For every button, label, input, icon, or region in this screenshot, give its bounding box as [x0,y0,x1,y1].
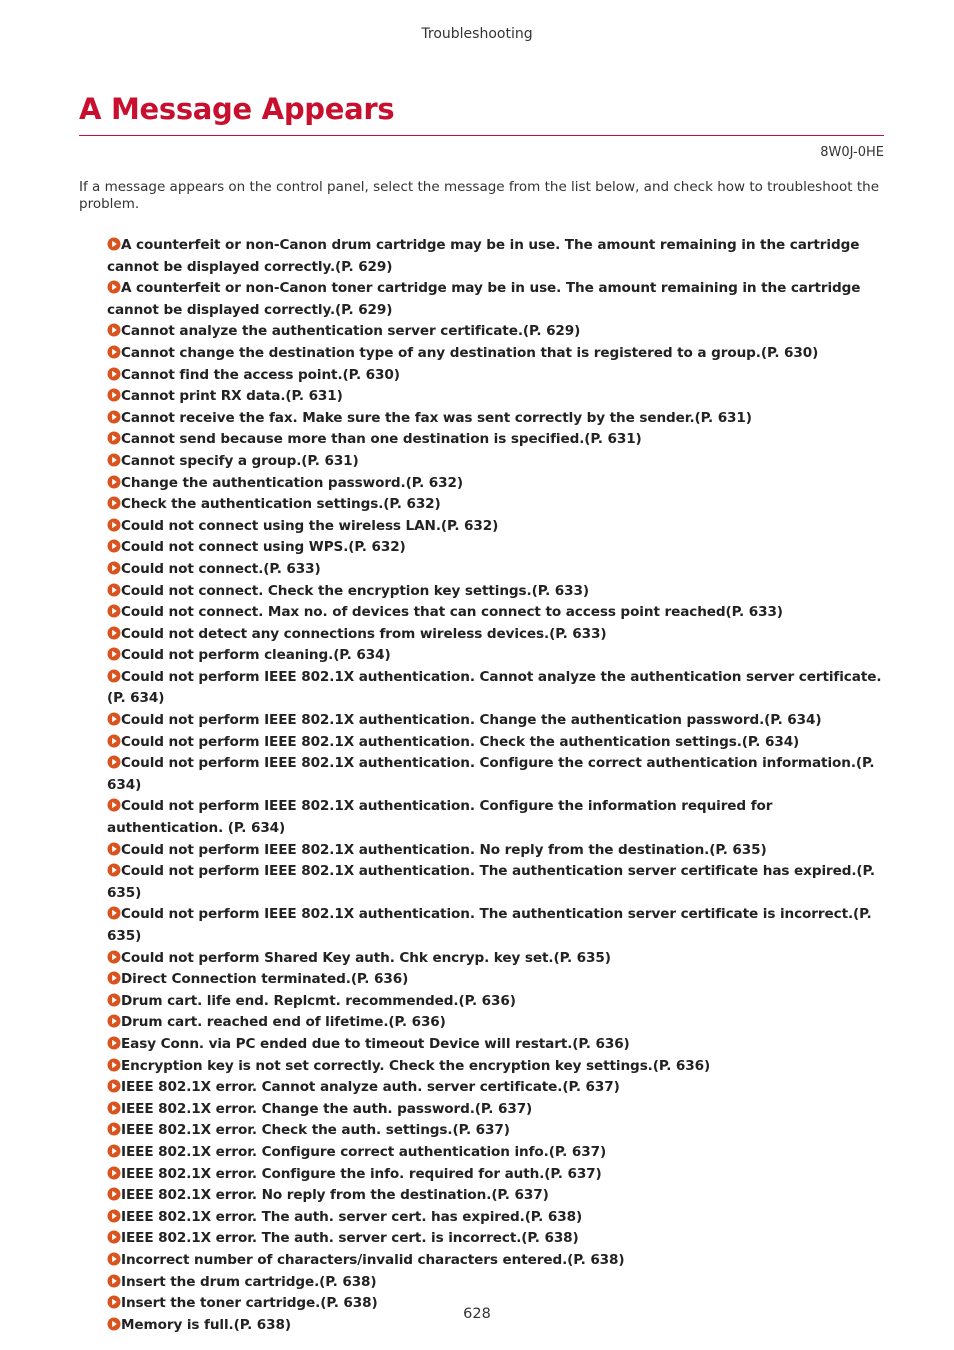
message-link[interactable] [107,473,887,495]
link-arrow-icon [107,1058,121,1072]
message-link-text[interactable]: Could not connect using WPS.(P. 632) [121,539,406,556]
link-arrow-icon [107,1101,121,1115]
message-link[interactable] [107,732,887,754]
message-link[interactable] [107,753,887,796]
message-link-text[interactable]: Easy Conn. via PC ended due to timeout Device will restart.(P. 636) [121,1035,630,1052]
message-link[interactable] [107,343,887,365]
message-link-text[interactable]: Cannot change the destination type of any destination that is registered to a group.(P. 630) [121,344,819,361]
message-link-text[interactable]: Insert the toner cartridge.(P. 638) [121,1295,378,1312]
message-link-text[interactable]: Change the authentication password.(P. 632) [121,474,463,491]
link-arrow-icon [107,1014,121,1028]
link-arrow-icon [107,712,121,726]
message-link[interactable] [107,710,887,732]
message-link-text[interactable]: Cannot send because more than one destination is specified.(P. 631) [121,431,642,448]
message-link-text[interactable]: Cannot print RX data.(P. 631) [121,388,343,405]
link-arrow-icon [107,842,121,856]
message-link[interactable] [107,840,887,862]
link-arrow-icon [107,950,121,964]
intro-paragraph: If a message appears on the control panel, select the message from the list below, and check how to troubleshoot the problem. [79,179,880,212]
link-arrow-icon [107,798,121,812]
message-link[interactable] [107,494,887,516]
link-arrow-icon [107,539,121,553]
title-divider [79,135,884,136]
message-link-text[interactable]: IEEE 802.1X error. The auth. server cert. has expired.(P. 638) [121,1208,583,1225]
message-link[interactable] [107,1272,887,1294]
message-link[interactable] [107,559,887,581]
link-arrow-icon [107,388,121,402]
message-link-text[interactable]: Could not perform IEEE 802.1X authentication. The authentication server certificate has expired.(P. 635) [107,863,875,901]
page-number: 628 [463,1306,491,1322]
message-link[interactable] [107,408,887,430]
link-arrow-icon [107,647,121,661]
message-link-text[interactable]: Check the authentication settings.(P. 632) [121,496,441,513]
link-arrow-icon [107,323,121,337]
message-link-text[interactable]: Could not connect.(P. 633) [121,560,321,577]
message-link-list [107,235,887,1336]
message-link-text[interactable]: Could not perform IEEE 802.1X authentication. Configure the information required for authentication. (P. 634) [107,798,773,837]
message-link-text[interactable]: Encryption key is not set correctly. Check the encryption key settings.(P. 636) [121,1057,711,1074]
link-arrow-icon [107,626,121,640]
message-link[interactable] [107,796,887,839]
message-link-text[interactable]: Drum cart. reached end of lifetime.(P. 636) [121,1014,446,1031]
link-arrow-icon [107,1252,121,1266]
message-link-text[interactable]: Could not perform IEEE 802.1X authentication. Configure the correct authentication information.(P. 634) [107,755,875,793]
link-arrow-icon [107,583,121,597]
message-link-text[interactable]: Incorrect number of characters/invalid characters entered.(P. 638) [121,1251,625,1268]
message-link-text[interactable]: Drum cart. life end. Replcmt. recommended.(P. 636) [121,992,516,1009]
document-code: 8W0J-0HE [820,145,884,160]
message-link[interactable] [107,1034,887,1056]
message-link-text[interactable]: Could not connect. Max no. of devices that can connect to access point reached(P. 633) [121,604,783,621]
message-link[interactable] [107,278,887,321]
link-arrow-icon [107,1230,121,1244]
message-link-text[interactable]: Direct Connection terminated.(P. 636) [121,971,409,988]
link-arrow-icon [107,1166,121,1180]
message-link[interactable] [107,365,887,387]
link-arrow-icon [107,345,121,359]
link-arrow-icon [107,1036,121,1050]
link-arrow-icon [107,1144,121,1158]
message-link[interactable] [107,1099,887,1121]
message-link-text[interactable]: Could not connect using the wireless LAN.(P. 632) [121,517,499,534]
message-link[interactable] [107,581,887,603]
message-link-text[interactable]: IEEE 802.1X error. No reply from the destination.(P. 637) [121,1187,549,1204]
link-arrow-icon [107,971,121,985]
message-link-text[interactable]: IEEE 802.1X error. Configure the info. required for auth.(P. 637) [121,1165,602,1182]
link-arrow-icon [107,410,121,424]
message-link[interactable] [107,321,887,343]
message-link-text[interactable]: Cannot analyze the authentication server certificate.(P. 629) [121,323,581,340]
running-header: Troubleshooting [421,26,533,42]
message-link-text[interactable]: IEEE 802.1X error. Configure correct authentication info.(P. 637) [121,1143,607,1160]
link-arrow-icon [107,906,121,920]
link-arrow-icon [107,496,121,510]
link-arrow-icon [107,431,121,445]
message-link[interactable] [107,861,887,904]
message-link-text[interactable]: IEEE 802.1X error. Check the auth. settings.(P. 637) [121,1122,510,1139]
message-link[interactable] [107,1228,887,1250]
message-link[interactable] [107,904,887,947]
message-link-text[interactable]: Could not perform IEEE 802.1X authentication. Check the authentication settings.(P. 634) [121,733,800,750]
message-link[interactable] [107,429,887,451]
link-arrow-icon [107,1209,121,1223]
message-link[interactable] [107,1012,887,1034]
link-arrow-icon [107,518,121,532]
link-arrow-icon [107,604,121,618]
message-link[interactable] [107,451,887,473]
message-link-text[interactable]: Insert the drum cartridge.(P. 638) [121,1273,377,1290]
message-link[interactable] [107,969,887,991]
message-link[interactable] [107,1164,887,1186]
message-link-text[interactable]: Could not perform IEEE 802.1X authentication. Cannot analyze the authentication server certificate. (P. 634) [107,668,882,707]
link-arrow-icon [107,734,121,748]
message-link[interactable] [107,1120,887,1142]
message-link[interactable] [107,1185,887,1207]
link-arrow-icon [107,755,121,769]
message-link[interactable] [107,235,887,278]
message-link-text[interactable]: IEEE 802.1X error. The auth. server cert. is incorrect.(P. 638) [121,1230,579,1247]
message-link[interactable] [107,1250,887,1272]
message-link[interactable] [107,991,887,1013]
message-link[interactable] [107,1207,887,1229]
message-link-text[interactable]: Could not perform IEEE 802.1X authentication. Change the authentication password.(P. 634) [121,712,822,729]
message-link-text[interactable]: Could not perform Shared Key auth. Chk encryp. key set.(P. 635) [121,949,611,966]
message-link-text[interactable]: A counterfeit or non-Canon toner cartridge may be in use. The amount remaining in the cartridge cannot be displayed correctly.(P. 629) [107,280,861,318]
link-arrow-icon [107,669,121,683]
link-arrow-icon [107,280,121,294]
message-link[interactable] [107,624,887,646]
message-link-text[interactable]: Could not detect any connections from wireless devices.(P. 633) [121,625,607,642]
message-link-text[interactable]: Could not perform IEEE 802.1X authentication. The authentication server certificate is incorrect.(P. 635) [107,906,872,944]
message-link[interactable] [107,602,887,624]
message-link[interactable] [107,948,887,970]
message-link-text[interactable]: IEEE 802.1X error. Cannot analyze auth. server certificate.(P. 637) [121,1079,620,1096]
page-title: A Message Appears [79,92,395,126]
message-link-text[interactable]: Could not connect. Check the encryption key settings.(P. 633) [121,582,589,599]
link-arrow-icon [107,993,121,1007]
message-link[interactable] [107,537,887,559]
message-link[interactable] [107,645,887,667]
link-arrow-icon [107,1274,121,1288]
message-link[interactable] [107,386,887,408]
link-arrow-icon [107,1187,121,1201]
message-link-text[interactable]: A counterfeit or non-Canon drum cartridge may be in use. The amount remaining in the cartridge cannot be displayed correctly.(P. 629) [107,237,860,275]
link-arrow-icon [107,453,121,467]
message-link-text[interactable]: IEEE 802.1X error. Change the auth. password.(P. 637) [121,1100,533,1117]
message-link-text[interactable]: Memory is full.(P. 638) [121,1316,291,1333]
link-arrow-icon [107,561,121,575]
message-link-text[interactable]: Could not perform cleaning.(P. 634) [121,647,391,664]
message-link[interactable] [107,1142,887,1164]
link-arrow-icon [107,367,121,381]
message-link-text[interactable]: Cannot find the access point.(P. 630) [121,366,400,383]
message-link[interactable] [107,516,887,538]
message-link-text[interactable]: Cannot specify a group.(P. 631) [121,452,359,469]
link-arrow-icon [107,1079,121,1093]
link-arrow-icon [107,237,121,251]
link-arrow-icon [107,475,121,489]
message-link[interactable] [107,667,887,710]
message-link-text[interactable]: Could not perform IEEE 802.1X authentication. No reply from the destination.(P. 635) [121,841,767,858]
link-arrow-icon [107,863,121,877]
message-link[interactable] [107,1077,887,1099]
message-link-text[interactable]: Cannot receive the fax. Make sure the fax was sent correctly by the sender.(P. 631) [121,409,752,426]
message-link[interactable] [107,1056,887,1078]
link-arrow-icon [107,1122,121,1136]
